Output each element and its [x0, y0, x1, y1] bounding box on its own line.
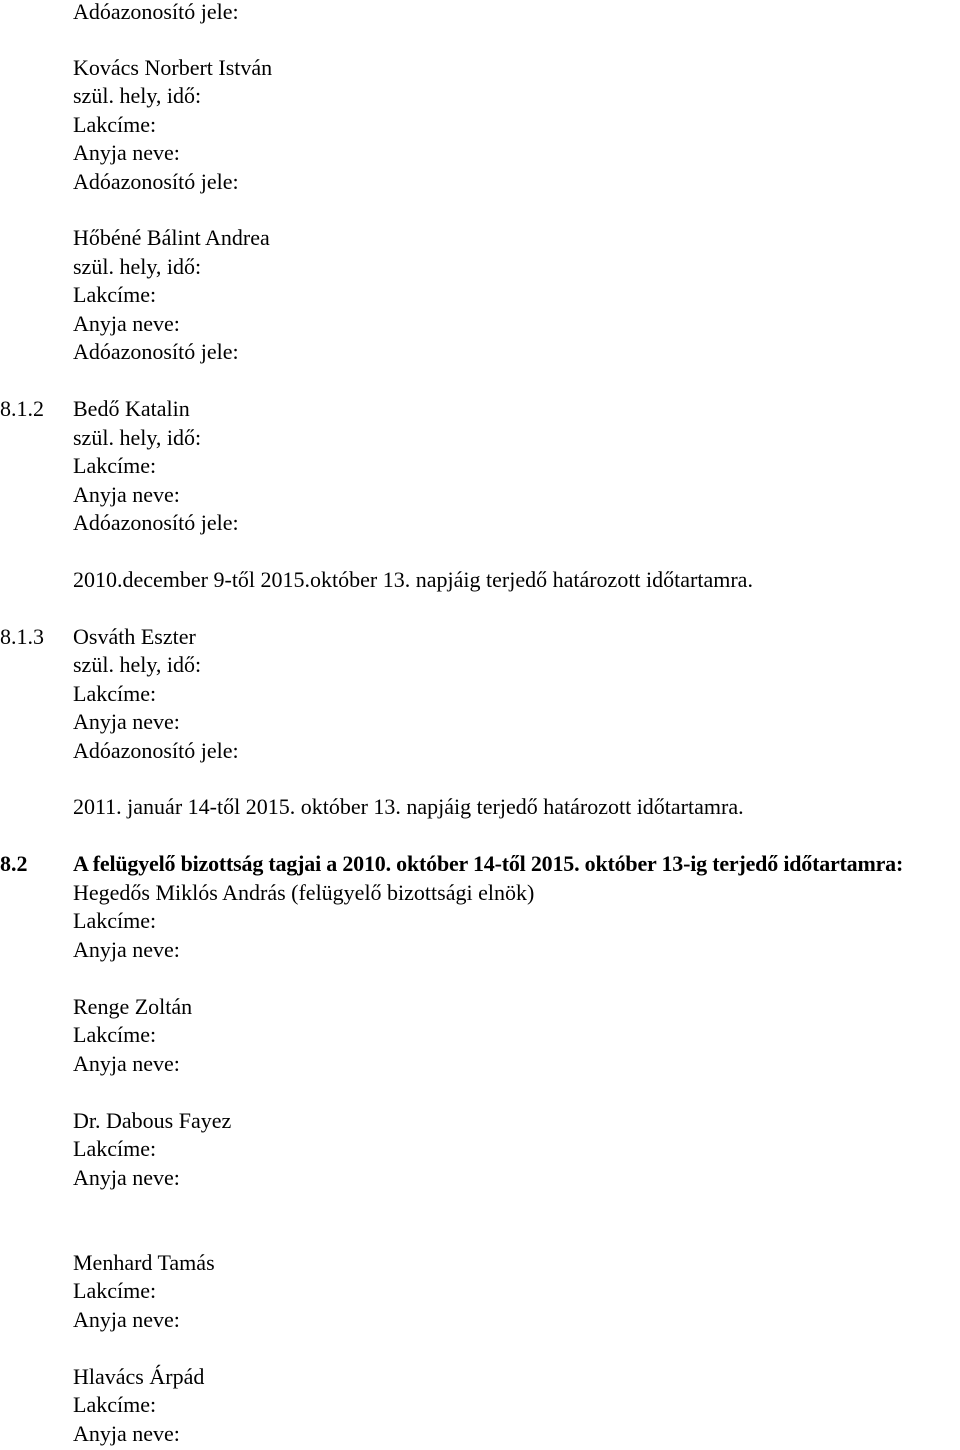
field-label: Adóazonosító jele: [73, 0, 239, 24]
person-name: Kovács Norbert István [73, 55, 273, 80]
field-label: Lakcíme: [73, 1278, 157, 1303]
field-label: Anyja neve: [73, 1421, 180, 1446]
field-label: szül. hely, idő: [73, 254, 202, 279]
field-label: szül. hely, idő: [73, 83, 202, 108]
field-label: Lakcíme: [73, 1392, 157, 1417]
member-name: Renge Zoltán [73, 994, 193, 1019]
section-number: 8.2 [0, 851, 28, 876]
field-label: Adóazonosító jele: [73, 738, 239, 763]
field-label: Lakcíme: [73, 681, 157, 706]
person-name: Hőbéné Bálint Andrea [73, 225, 270, 250]
field-label: Anyja neve: [73, 709, 180, 734]
field-label: Anyja neve: [73, 1051, 180, 1076]
field-label: Lakcíme: [73, 908, 157, 933]
person-name: Osváth Eszter [73, 624, 196, 649]
term-text: 2010.december 9-től 2015.október 13. napjáig terjedő határozott időtartamra. [73, 567, 753, 592]
term-text: 2011. január 14-től 2015. október 13. napjáig terjedő határozott időtartamra. [73, 794, 744, 819]
field-label: Adóazonosító jele: [73, 169, 239, 194]
section-number: 8.1.2 [0, 396, 44, 421]
person-name: Bedő Katalin [73, 396, 190, 421]
field-label: Lakcíme: [73, 282, 157, 307]
section-number: 8.1.3 [0, 624, 44, 649]
field-label: szül. hely, idő: [73, 652, 202, 677]
field-label: szül. hely, idő: [73, 425, 202, 450]
field-label: Adóazonosító jele: [73, 510, 239, 535]
field-label: Anyja neve: [73, 311, 180, 336]
field-label: Anyja neve: [73, 1165, 180, 1190]
member-name: Hlavács Árpád [73, 1364, 205, 1389]
field-label: Lakcíme: [73, 453, 157, 478]
field-label: Lakcíme: [73, 1022, 157, 1047]
field-label: Anyja neve: [73, 1307, 180, 1332]
field-label: Lakcíme: [73, 112, 157, 137]
field-label: Adóazonosító jele: [73, 339, 239, 364]
member-name: Hegedős Miklós András (felügyelő bizottsági elnök) [73, 880, 535, 905]
section-heading: A felügyelő bizottság tagjai a 2010. október 14-től 2015. október 13-ig terjedő időtartamra: [73, 851, 904, 876]
field-label: Anyja neve: [73, 937, 180, 962]
member-name: Menhard Tamás [73, 1250, 215, 1275]
member-name: Dr. Dabous Fayez [73, 1108, 232, 1133]
field-label: Anyja neve: [73, 482, 180, 507]
field-label: Lakcíme: [73, 1136, 157, 1161]
field-label: Anyja neve: [73, 140, 180, 165]
